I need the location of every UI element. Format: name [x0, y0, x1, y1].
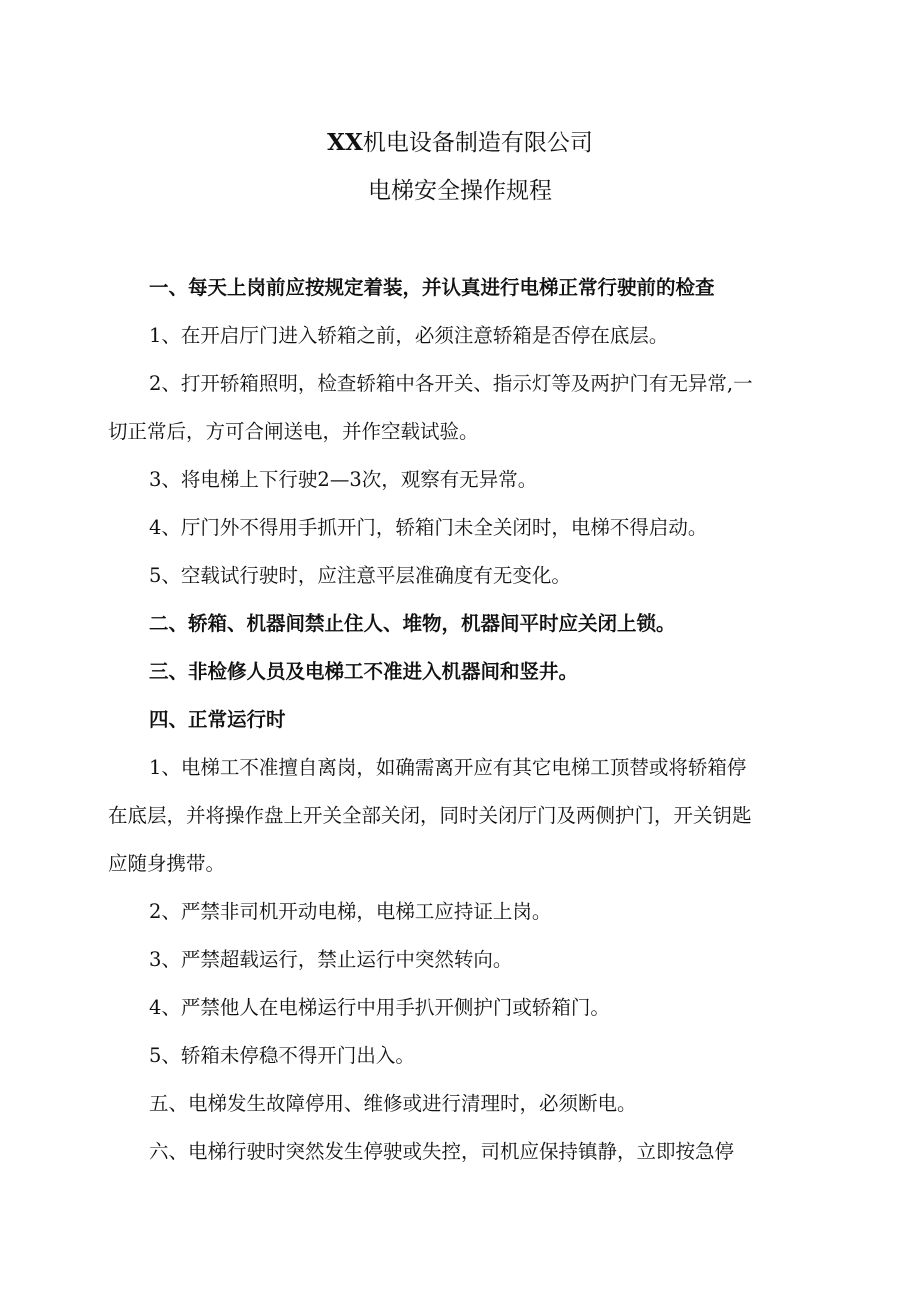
section-4-item-3: 3、严禁超载运行，禁止运行中突然转向。: [149, 948, 513, 971]
section-1-item-5: 5、空载试行驶时，应注意平层准确度有无变化。: [149, 564, 571, 587]
section-4-item-1-line-1: 1、电梯工不准擅自离岗，如确需离开应有其它电梯工顶替或将轿箱停: [149, 756, 747, 779]
section-2-heading: 二、轿箱、机器间禁止住人、堆物，机器间平时应关闭上锁。: [149, 612, 676, 635]
company-prefix: XX: [327, 129, 363, 156]
section-1-item-3: 3、将电梯上下行驶2—3次，观察有无异常。: [149, 468, 538, 491]
section-3-heading: 三、非检修人员及电梯工不准进入机器间和竖井。: [149, 660, 579, 683]
section-4-item-4: 4、严禁他人在电梯运行中用手扒开侧护门或轿箱门。: [149, 996, 610, 1019]
section-1-item-2-line-1: 2、打开轿箱照明，检查轿箱中各开关、指示灯等及两护门有无异常,一: [149, 372, 753, 395]
company-title: [0, 128, 920, 158]
section-4-item-1-line-2: 在底层，并将操作盘上开关全部关闭，同时关闭厅门及两侧护门，开关钥匙: [108, 804, 752, 827]
section-1-item-2-line-2: 切正常后，方可合闸送电，并作空载试验。: [108, 420, 479, 443]
section-6-heading-line-1: 六、电梯行驶时突然发生停驶或失控，司机应保持镇静，立即按急停: [149, 1140, 735, 1163]
company-name: 机电设备制造有限公司: [362, 130, 593, 156]
section-4-item-1-line-3: 应随身携带。: [108, 852, 226, 875]
section-1-item-1: 1、在开启厅门进入轿箱之前，必须注意轿箱是否停在底层。: [149, 324, 669, 347]
section-5-heading: 五、电梯发生故障停用、维修或进行清理时，必须断电。: [149, 1092, 637, 1115]
section-4-item-5: 5、轿箱未停稳不得开门出入。: [149, 1044, 415, 1067]
section-4-heading: 四、正常运行时: [149, 708, 286, 731]
section-1-item-4: 4、厅门外不得用手抓开门，轿箱门未全关闭时，电梯不得启动。: [149, 516, 708, 539]
section-1-heading: 一、每天上岗前应按规定着装，并认真进行电梯正常行驶前的检查: [149, 276, 715, 299]
document-title: 电梯安全操作规程: [368, 178, 552, 204]
section-4-item-2: 2、严禁非司机开动电梯，电梯工应持证上岗。: [149, 900, 552, 923]
